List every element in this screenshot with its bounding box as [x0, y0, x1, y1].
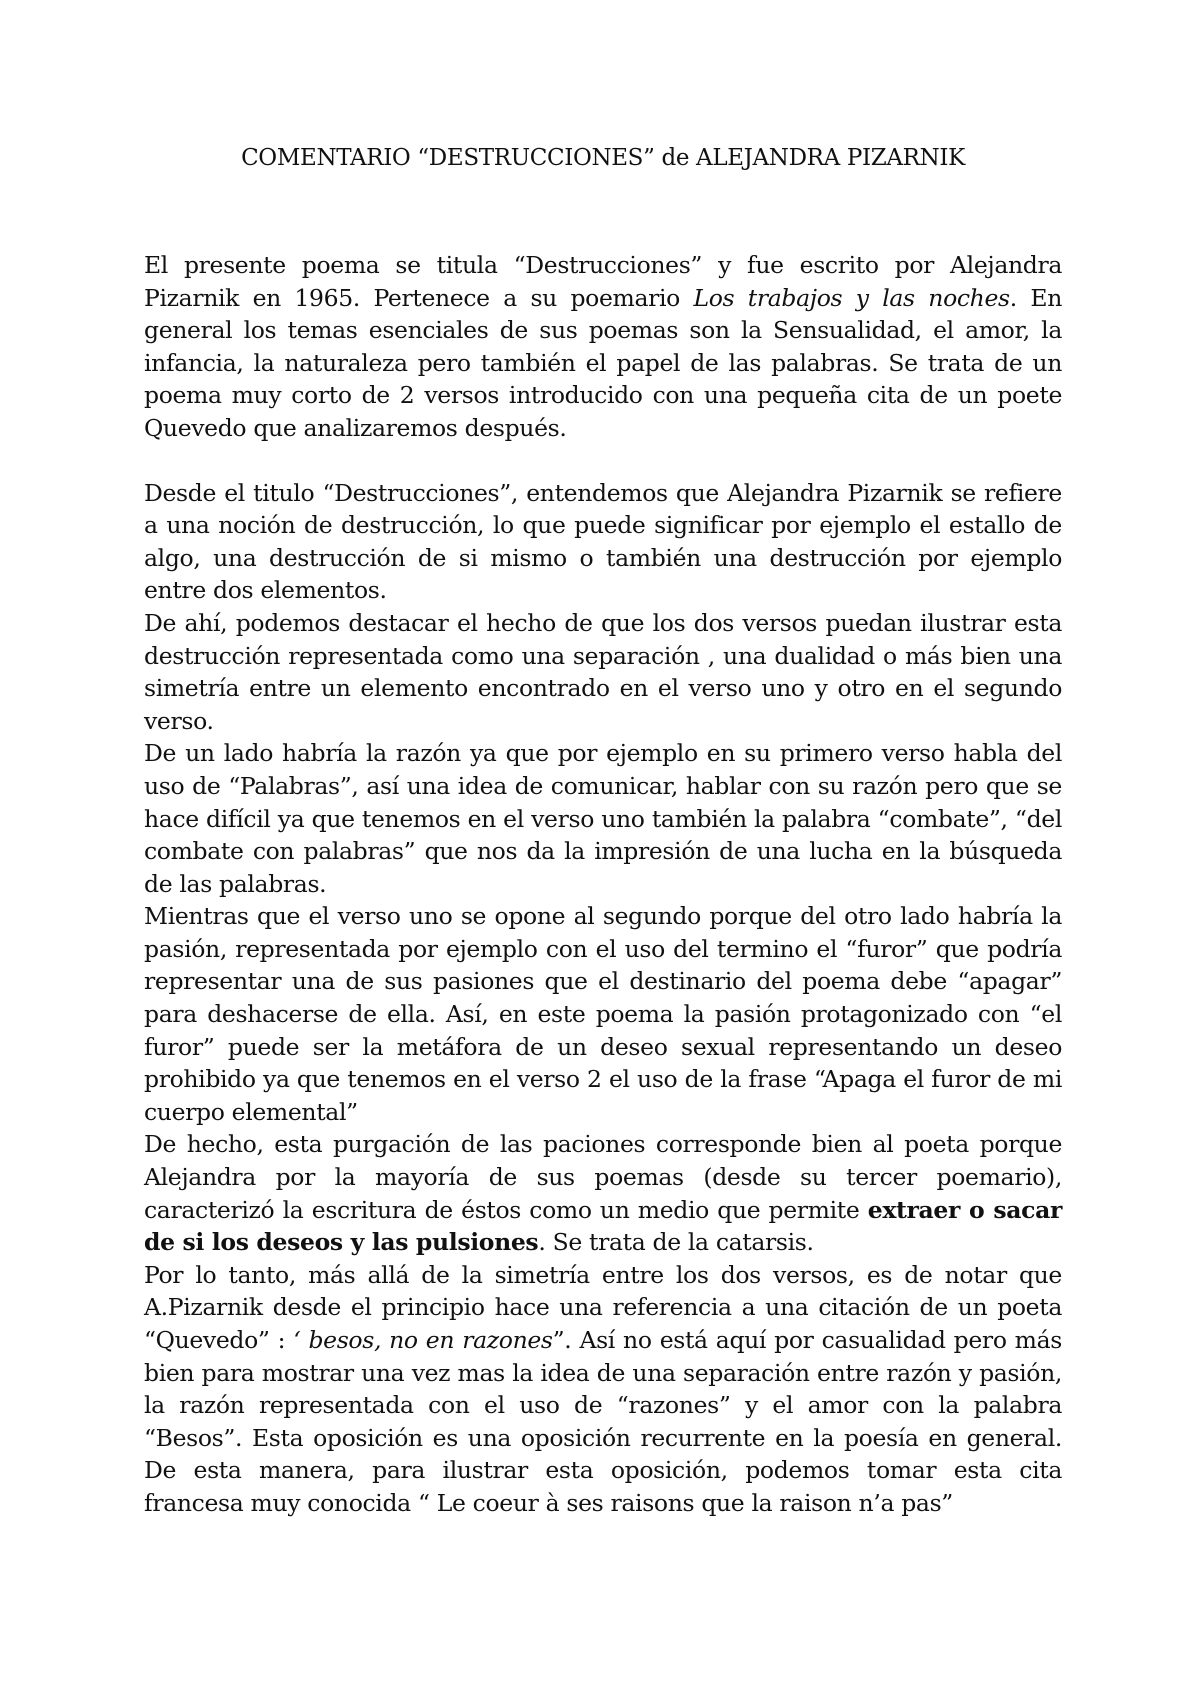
- catharsis-emphasis: extraer o sacar de si los deseos y las pulsiones: [144, 1195, 1062, 1257]
- paragraph-reason: De un lado habría la razón ya que por ejemplo en su primero verso habla del uso de “Palabras”, así una idea de comunicar, hablar con su razón pero que se hace difícil ya que tenemos en el verso uno también la palabra “combate”, “del combate con palabras” que nos da la impresión de una lucha en la búsqueda de las palabras.: [144, 739, 1062, 898]
- document-title: COMENTARIO “DESTRUCCIONES” de ALEJANDRA PIZARNIK: [241, 145, 965, 171]
- catharsis-text-start: De hecho, esta purgación de las paciones corresponde bien al poeta porque Alejandra por la mayoría de sus poemas (desde su tercer poemario), caracterizó la escritura de éstos como un medio que permite: [144, 1130, 1062, 1224]
- paragraph-quevedo: [144, 1259, 1062, 1520]
- paragraph-intro: [144, 249, 1062, 445]
- quevedo-quote: ‘ besos, no en razones: [293, 1326, 553, 1354]
- paragraph-duality: De ahí, podemos destacar el hecho de que los dos versos puedan ilustrar esta destrucción representada como una separación , una dualidad o más bien una simetría entre un elemento encontrado en el verso uno y otro en el segundo verso.: [144, 608, 1062, 735]
- quevedo-text-start: Por lo tanto, más allá de la simetría entre los dos versos, es de notar que A.Pizarnik desde el principio hace una referencia a una citación de un poeta “Quevedo” :: [144, 1260, 1062, 1354]
- paragraph-passion: Mientras que el verso uno se opone al segundo porque del otro lado habría la pasión, representada por ejemplo con el uso del termino el “furor” que podría representar una de sus pasiones que el destinario del poema debe “apagar” para deshacerse de ella. Así, en este poema la pasión protagonizado con “el furor” puede ser la metáfora de un deseo sexual representando un deseo prohibido ya que tenemos en el verso 2 el uso de la frase “Apaga el furor de mi cuerpo elemental”: [144, 902, 1062, 1126]
- book-title: Los trabajos y las noches: [693, 283, 1010, 312]
- catharsis-text-end: . Se trata de la catarsis.: [538, 1228, 814, 1257]
- paragraph-title-analysis: Desde el titulo “Destrucciones”, entendemos que Alejandra Pizarnik se refiere a una noción de destrucción, lo que puede significar por ejemplo el estallo de algo, una destrucción de si mismo o también una destrucción por ejemplo entre dos elementos.: [144, 478, 1062, 605]
- paragraph-catharsis: [144, 1128, 1062, 1258]
- quevedo-text-end: ”. Así no está aquí por casualidad pero más bien para mostrar una vez mas la idea de una separación entre razón y pasión, la razón representada con el uso de “razones” y el amor con la palabra “Besos”. Esta oposición es una oposición recurrente en la poesía en general. De esta manera, para ilustrar esta oposición, podemos tomar esta cita francesa muy conocida “ Le coeur à ses raisons que la raison n’a pas”: [144, 1326, 1062, 1517]
- intro-text-start: El presente poema se titula “Destrucciones” y fue escrito por Alejandra Pizarnik en 1965. Pertenece a su poemario: [144, 251, 1062, 312]
- document-body: [144, 142, 1062, 1520]
- intro-text-end: . En general los temas esenciales de sus poemas son la Sensualidad, el amor, la infancia, la naturaleza pero también el papel de las palabras. Se trata de un poema muy corto de 2 versos introducido con una pequeña cita de un poete Quevedo que analizaremos después.: [144, 283, 1062, 442]
